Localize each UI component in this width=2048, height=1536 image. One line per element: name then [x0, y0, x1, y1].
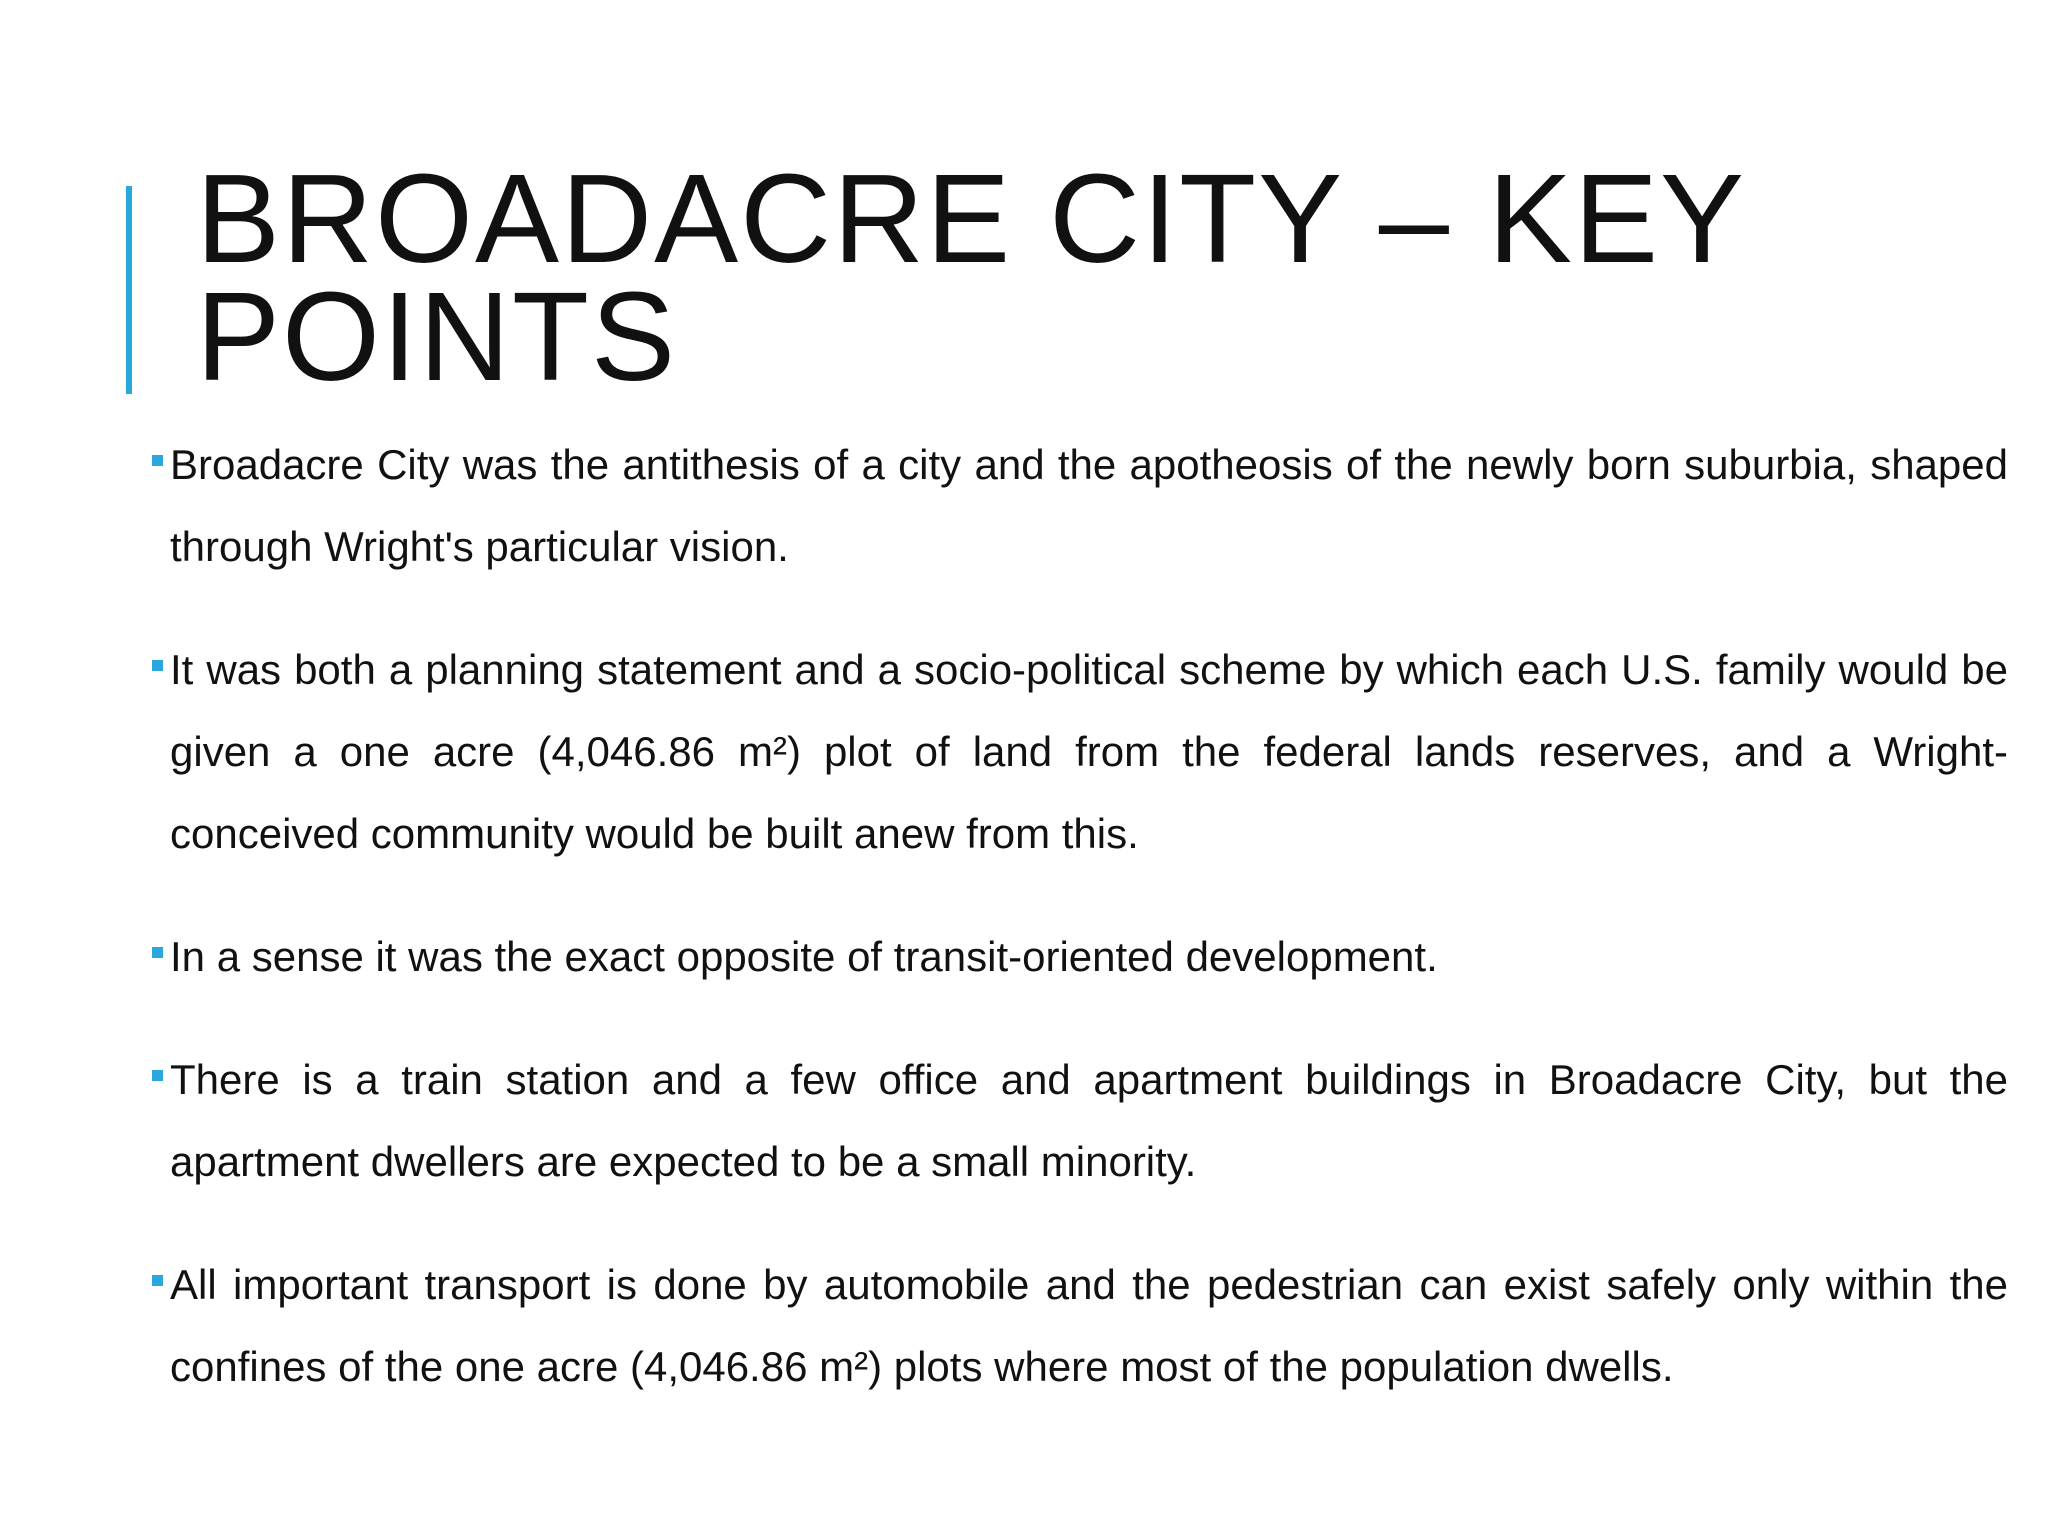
- bullet-text: In a sense it was the exact opposite of transit-oriented development.: [170, 933, 1438, 980]
- bullet-text: Broadacre City was the antithesis of a city and the apotheosis of the newly born suburbia, shaped through Wright's particular vision.: [170, 441, 2008, 570]
- bullet-item: [152, 1039, 2008, 1203]
- square-bullet-icon: [152, 1070, 163, 1081]
- square-bullet-icon: [152, 660, 163, 671]
- slide-title: BROADACRE CITY – KEY POINTS: [196, 148, 1744, 407]
- square-bullet-icon: [152, 455, 163, 466]
- bullet-text: All important transport is done by automobile and the pedestrian can exist safely only within the confines of the one acre (4,046.86 m²) plots where most of the population dwells.: [170, 1261, 2008, 1390]
- bullet-text: It was both a planning statement and a socio-political scheme by which each U.S. family would be given a one acre (4,046.86 m²) plot of land from the federal lands reserves, and a Wright-conceived community would be built anew from this.: [170, 646, 2008, 857]
- bullet-item: [152, 916, 2008, 998]
- bullet-item: [152, 1244, 2008, 1408]
- bullet-item: [152, 424, 2008, 588]
- square-bullet-icon: [152, 1275, 163, 1286]
- square-bullet-icon: [152, 947, 163, 958]
- bullet-item: [152, 629, 2008, 875]
- bullet-text: There is a train station and a few office and apartment buildings in Broadacre City, but the apartment dwellers are expected to be a small minority.: [170, 1056, 2008, 1185]
- bullet-list: [152, 424, 2008, 1449]
- title-accent-bar: [126, 186, 132, 394]
